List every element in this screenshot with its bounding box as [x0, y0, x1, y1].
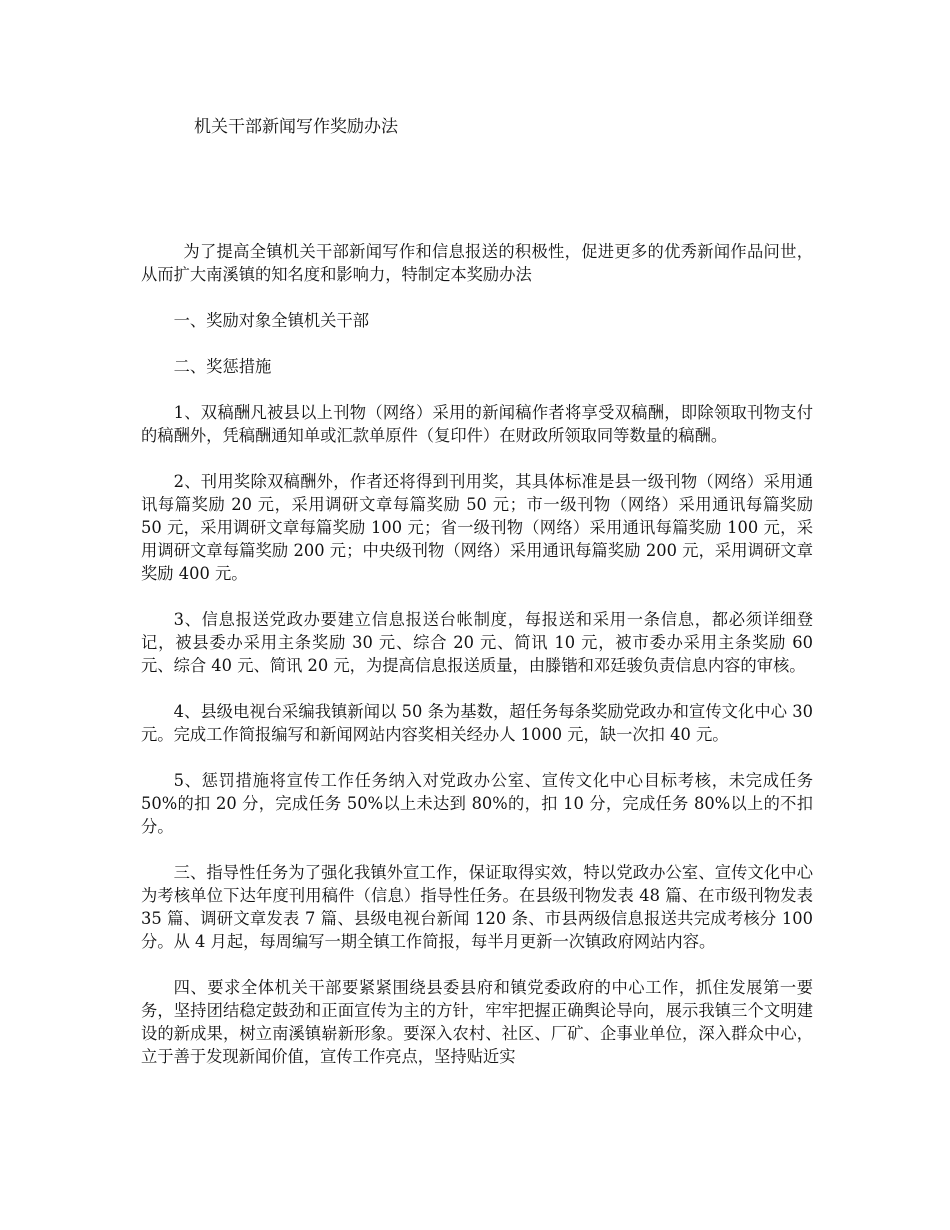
paragraph-publication-reward: 2、刊用奖除双稿酬外，作者还将得到刊用奖，其具体标准是县一级刊物（网络）采用通讯每篇奖励 20 元，采用调研文章每篇奖励 50 元；市一级刊物（网络）采用通讯每篇奖励 50 元，采用调研文章每篇奖励 100 元；省一级刊物（网络）采用通讯每篇奖励 100 元，采用调研文章每篇奖励 200 元；中央级刊物（网络）采用通讯每篇奖励 200 元，采用调研文章奖励 400 元。	[141, 472, 813, 583]
intro-paragraph: 为了提高全镇机关干部新闻写作和信息报送的积极性，促进更多的优秀新闻作品问世，从而扩大南溪镇的知名度和影响力，特制定本奖励办法	[141, 242, 813, 284]
paragraph-guidance-tasks: 三、指导性任务为了强化我镇外宣工作，保证取得实效，特以党政办公室、宣传文化中心为考核单位下达年度刊用稿件（信息）指导性任务。在县级刊物发表 48 篇、在市级刊物发表 35 篇、调研文章发表 7 篇、县级电视台新闻 120 条、市县两级信息报送共完成考核分 100 分。从 4 月起，每周编写一期全镇工作简报，每半月更新一次镇政府网站内容。	[141, 863, 813, 951]
paragraph-requirements: 四、要求全体机关干部要紧紧围绕县委县府和镇党委政府的中心工作，抓住发展第一要务，坚持团结稳定鼓劲和正面宣传为主的方针，牢牢把握正确舆论导向，展示我镇三个文明建设的新成果，树立南溪镇崭新形象。要深入农村、社区、厂矿、企事业单位，深入群众中心，立于善于发现新闻价值，宣传工作亮点，坚持贴近实	[141, 978, 813, 1066]
paragraph-information-reporting: 3、信息报送党政办要建立信息报送台帐制度，每报送和采用一条信息，都必须详细登记，被县委办采用主条奖励 30 元、综合 20 元、简讯 10 元，被市委办采用主条奖励 60 元、综合 40 元、简讯 20 元，为提高信息报送质量，由滕锴和邓廷骏负责信息内容的审核。	[141, 610, 813, 675]
paragraph-double-payment: 1、双稿酬凡被县以上刊物（网络）采用的新闻稿作者将享受双稿酬，即除领取刊物支付的稿酬外，凭稿酬通知单或汇款单原件（复印件）在财政所领取同等数量的稿酬。	[141, 403, 813, 445]
document-title: 机关干部新闻写作奖励办法	[194, 117, 398, 137]
document-body	[141, 240, 813, 1091]
section-heading-reward-target: 一、奖励对象全镇机关干部	[173, 311, 369, 330]
section-heading-measures: 二、奖惩措施	[173, 357, 272, 376]
paragraph-penalty: 5、惩罚措施将宣传工作任务纳入对党政办公室、宣传文化中心目标考核，未完成任务 50%的扣 20 分，完成任务 50%以上未达到 80%的，扣 10 分，完成任务 80%以上的不扣分。	[141, 771, 813, 836]
paragraph-county-tv: 4、县级电视台采编我镇新闻以 50 条为基数，超任务每条奖励党政办和宣传文化中心 30 元。完成工作简报编写和新闻网站内容奖相关经办人 1000 元，缺一次扣 40 元。	[141, 702, 813, 744]
